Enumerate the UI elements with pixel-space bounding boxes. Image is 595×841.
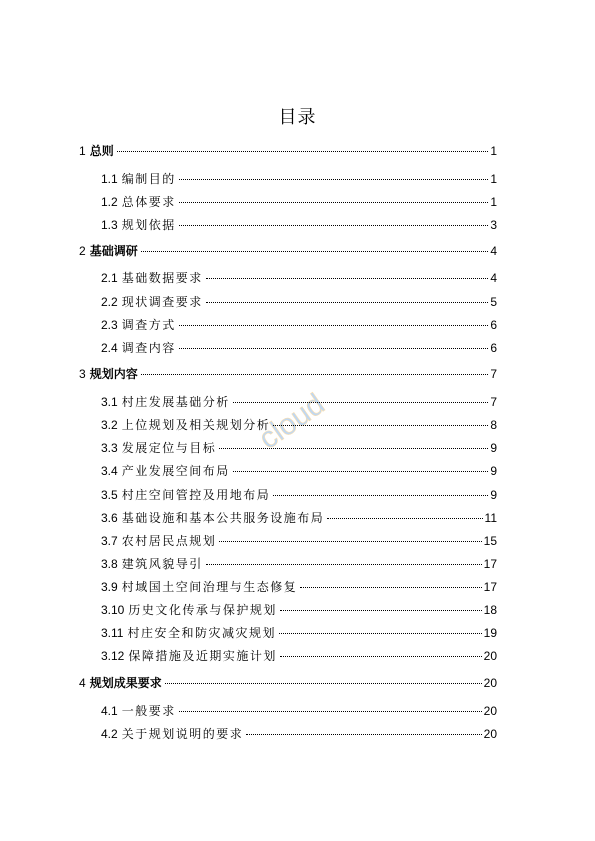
toc-dot-leader — [141, 374, 489, 375]
toc-entry-title: 历史文化传承与保护规划 — [128, 603, 277, 617]
toc-entry-2-4[interactable] — [101, 340, 497, 356]
toc-entry-page-number: 8 — [490, 418, 497, 432]
toc-dot-leader — [179, 225, 489, 226]
toc-entry-title: 农村居民点规划 — [121, 534, 217, 548]
toc-entry-title: 基础设施和基本公共服务设施布局 — [121, 511, 325, 525]
toc-dot-leader — [179, 348, 489, 349]
toc-entry-page-number: 20 — [483, 676, 497, 690]
toc-dot-leader — [233, 471, 489, 472]
toc-entry-title: 基础数据要求 — [121, 271, 203, 285]
toc-dot-leader — [165, 683, 482, 684]
toc-entry-page-number: 1 — [490, 172, 497, 186]
toc-entry-3[interactable] — [79, 366, 497, 382]
toc-entry-page-number: 18 — [483, 603, 497, 617]
toc-entry-number: 1 — [79, 144, 86, 158]
toc-entry-number: 3.4 — [101, 464, 118, 478]
toc-entry-3-2[interactable] — [101, 417, 497, 433]
toc-entry-page-number: 20 — [483, 727, 497, 741]
toc-entry-2-1[interactable] — [101, 270, 497, 286]
toc-entry-page-number: 7 — [490, 395, 497, 409]
toc-entry-number: 2.2 — [101, 295, 118, 309]
toc-dot-leader — [219, 448, 488, 449]
toc-entry-page-number: 7 — [490, 367, 497, 381]
toc-entry-4[interactable] — [79, 675, 497, 691]
toc-entry-title: 基础调研 — [89, 244, 138, 258]
toc-entry-page-number: 15 — [483, 534, 497, 548]
toc-entry-title: 一般要求 — [121, 704, 176, 718]
toc-entry-number: 2.1 — [101, 271, 118, 285]
toc-entry-title: 村庄发展基础分析 — [121, 395, 230, 409]
toc-entry-3-10[interactable] — [101, 602, 497, 618]
toc-dot-leader — [273, 495, 488, 496]
toc-entry-page-number: 19 — [483, 626, 497, 640]
page-title: 目录 — [278, 107, 317, 128]
toc-dot-leader — [117, 151, 489, 152]
toc-dot-leader — [206, 278, 489, 279]
toc-entry-1-1[interactable] — [101, 171, 497, 187]
toc-entry-1[interactable] — [79, 143, 497, 159]
toc-entry-number: 3.2 — [101, 418, 118, 432]
toc-dot-leader — [179, 325, 489, 326]
toc-entry-page-number: 1 — [490, 195, 497, 209]
toc-entry-page-number: 17 — [483, 580, 497, 594]
toc-entry-2-2[interactable] — [101, 294, 497, 310]
toc-dot-leader — [179, 179, 489, 180]
toc-entry-number: 3.3 — [101, 441, 118, 455]
toc-entry-title: 关于规划说明的要求 — [121, 727, 244, 741]
toc-entry-title: 总则 — [89, 144, 114, 158]
toc-entry-number: 3.11 — [101, 626, 124, 640]
toc-entry-page-number: 4 — [490, 244, 497, 258]
toc-entry-number: 3.8 — [101, 557, 118, 571]
toc-entry-number: 1.2 — [101, 195, 118, 209]
toc-entry-number: 3.1 — [101, 395, 118, 409]
toc-entry-number: 1.1 — [101, 172, 118, 186]
toc-dot-leader — [206, 302, 489, 303]
toc-entry-page-number: 11 — [484, 511, 497, 525]
toc-entry-page-number: 5 — [490, 295, 497, 309]
toc-dot-leader — [179, 202, 489, 203]
toc-entry-3-8[interactable] — [101, 556, 497, 572]
toc-entry-page-number: 20 — [483, 649, 497, 663]
toc-dot-leader — [300, 587, 481, 588]
toc-dot-leader — [179, 711, 482, 712]
toc-entry-title: 调查方式 — [121, 318, 176, 332]
toc-entry-page-number: 1 — [490, 144, 497, 158]
toc-entry-3-5[interactable] — [101, 487, 497, 503]
toc-entry-number: 3.12 — [101, 649, 125, 663]
toc-entry-title: 保障措施及近期实施计划 — [128, 649, 277, 663]
toc-dot-leader — [219, 541, 481, 542]
toc-entry-page-number: 4 — [490, 271, 497, 285]
toc-entry-4-1[interactable] — [101, 703, 497, 719]
toc-entry-number: 2.3 — [101, 318, 118, 332]
toc-entry-title: 规划内容 — [89, 367, 138, 381]
toc-entry-number: 1.3 — [101, 218, 118, 232]
toc-entry-number: 3.6 — [101, 511, 118, 525]
toc-entry-title: 建筑风貌导引 — [121, 557, 203, 571]
toc-entry-title: 村庄空间管控及用地布局 — [121, 488, 271, 502]
toc-entry-4-2[interactable] — [101, 726, 497, 742]
toc-dot-leader — [273, 425, 488, 426]
toc-dot-leader — [141, 251, 489, 252]
toc-entry-3-4[interactable] — [101, 463, 497, 479]
toc-entry-page-number: 6 — [490, 318, 497, 332]
toc-entry-3-7[interactable] — [101, 533, 497, 549]
toc-entry-2-3[interactable] — [101, 317, 497, 333]
toc-entry-number: 3.10 — [101, 603, 125, 617]
toc-dot-leader — [246, 734, 481, 735]
toc-entry-title: 现状调查要求 — [121, 295, 203, 309]
toc-entry-title: 上位规划及相关规划分析 — [121, 418, 271, 432]
toc-dot-leader — [327, 518, 482, 519]
toc-entry-3-12[interactable] — [101, 648, 497, 664]
toc-dot-leader — [233, 402, 489, 403]
toc-entry-1-3[interactable] — [101, 217, 497, 233]
toc-entry-title: 村域国土空间治理与生态修复 — [121, 580, 298, 594]
toc-entry-number: 2.4 — [101, 341, 118, 355]
toc-dot-leader — [280, 610, 482, 611]
toc-entry-number: 3.5 — [101, 488, 118, 502]
toc-entry-3-1[interactable] — [101, 394, 497, 410]
toc-entry-number: 3.9 — [101, 580, 118, 594]
toc-entry-page-number: 17 — [483, 557, 497, 571]
toc-entry-number: 2 — [79, 244, 86, 258]
toc-entry-number: 4 — [79, 676, 86, 690]
toc-entry-page-number: 9 — [490, 464, 497, 478]
toc-entry-number: 3 — [79, 367, 86, 381]
toc-entry-title: 规划成果要求 — [89, 676, 162, 690]
toc-entry-page-number: 9 — [490, 488, 497, 502]
toc-entry-page-number: 3 — [490, 218, 497, 232]
toc-entry-1-2[interactable] — [101, 194, 497, 210]
toc-dot-leader — [206, 564, 482, 565]
toc-entry-number: 4.2 — [101, 727, 118, 741]
toc-entry-page-number: 20 — [483, 704, 497, 718]
toc-entry-3-6[interactable] — [101, 510, 497, 526]
toc-entry-2[interactable] — [79, 243, 497, 259]
toc-dot-leader — [279, 633, 482, 634]
toc-entry-page-number: 9 — [490, 441, 497, 455]
svg-text:cloud: cloud — [252, 387, 331, 456]
toc-entry-title: 调查内容 — [121, 341, 176, 355]
toc-entry-number: 4.1 — [101, 704, 118, 718]
toc-entry-title: 规划依据 — [121, 218, 176, 232]
toc-dot-leader — [280, 656, 482, 657]
toc-entry-title: 村庄安全和防灾减灾规划 — [127, 626, 276, 640]
toc-entry-title: 总体要求 — [121, 195, 176, 209]
toc-entry-3-11[interactable] — [101, 625, 497, 641]
toc-entry-title: 产业发展空间布局 — [121, 464, 230, 478]
toc-entry-page-number: 6 — [490, 341, 497, 355]
toc-entry-title: 发展定位与目标 — [121, 441, 217, 455]
toc-entry-number: 3.7 — [101, 534, 118, 548]
toc-entry-3-9[interactable] — [101, 579, 497, 595]
toc-entry-title: 编制目的 — [121, 172, 176, 186]
toc-entry-3-3[interactable] — [101, 440, 497, 456]
